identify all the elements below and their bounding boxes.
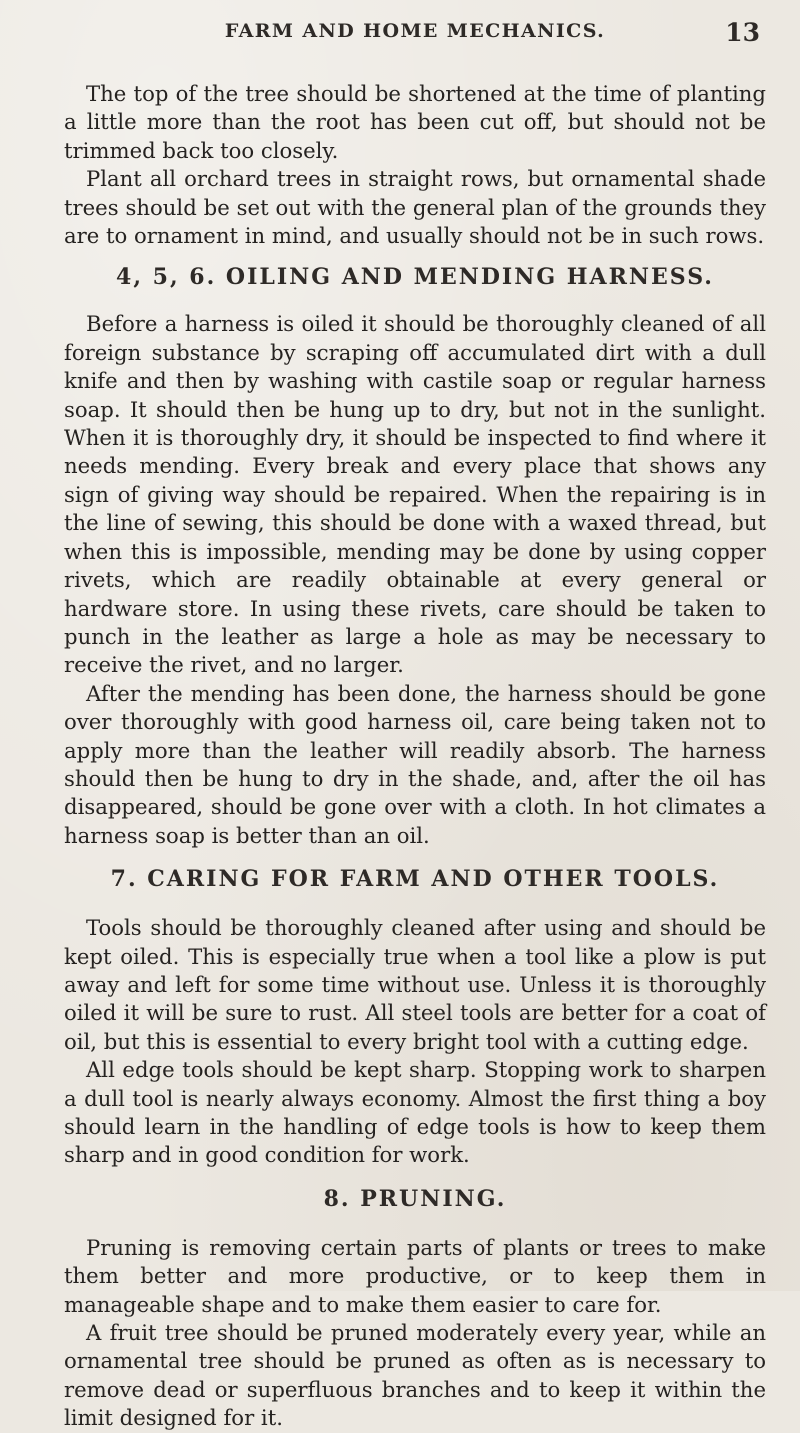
section-heading-harness: 4, 5, 6. OILING AND MENDING HARNESS. [116, 264, 714, 291]
page-body [64, 80, 766, 1433]
section-heading-pruning: 8. PRUNING. [323, 1185, 507, 1212]
page-number: 13 [725, 18, 760, 47]
paragraph-tree-shortening: The top of the tree should be shortened at the time of planting a little more than the root has been cut off, but should not be trimmed back too closely. [64, 81, 766, 163]
running-title: FARM AND HOME MECHANICS. [224, 20, 606, 42]
paragraph-tool-cleaning: Tools should be thoroughly cleaned after using and should be kept oiled. This is especially true when a tool like a plow is put away and left for some time without use. Unless it is thoroughly oiled it will be sure to rust. All steel tools are better for a coat of oil, but this is essential to every bright tool with a cutting edge. [64, 915, 766, 1054]
paragraph-pruning-definition: Pruning is removing certain parts of plants or trees to make them better and more productive, or to keep them in manageable shape and to make them easier to care for. [64, 1234, 766, 1317]
running-head [64, 20, 766, 50]
paragraph-fruit-tree-pruning: A fruit tree should be pruned moderately every year, while an ornamental tree should be pruned as often as is necessary to remove dead or superfluous branches and to keep it within the limit designed for it. [64, 1320, 766, 1431]
paragraph-harness-cleaning: Before a harness is oiled it should be thoroughly cleaned of all foreign substance by scraping off accumulated dirt with a dull knife and then by washing with castile soap or regular harness soap. It should then be hung up to dry, but not in the sunlight. When it is thoroughly dry, it should be inspected to find where it needs mending. Every break and every place that shows any sign of giving way should be repaired. When the repairing is in the line of sewing, this should be done with a waxed thread, but when this is impossible, mending may be done by using copper rivets, which are readily obtainable at every general or hardware store. In using these rivets, care should be taken to punch in the leather as large a hole as may be necessary to receive the rivet, and no larger. [64, 311, 766, 678]
paragraph-edge-tools: All edge tools should be kept sharp. Stopping work to sharpen a dull tool is nearly always economy. Almost the first thing a boy should learn in the handling of edge tools is how to keep them sharp and in good condition for work. [64, 1057, 766, 1168]
paragraph-orchard-rows: Plant all orchard trees in straight rows, but ornamental shade trees should be set out with the general plan of the grounds they are to ornament in mind, and usually should not be in such rows. [64, 166, 766, 249]
paragraph-harness-oiling: After the mending has been done, the harness should be gone over thoroughly with good harness oil, care being taken not to apply more than the leather will readily absorb. The harness should then be hung to dry in the shade, and, after the oil has disappeared, should be gone over with a cloth. In hot climates a harness soap is better than an oil. [64, 680, 766, 848]
section-heading-tools: 7. CARING FOR FARM AND OTHER TOOLS. [110, 866, 720, 893]
